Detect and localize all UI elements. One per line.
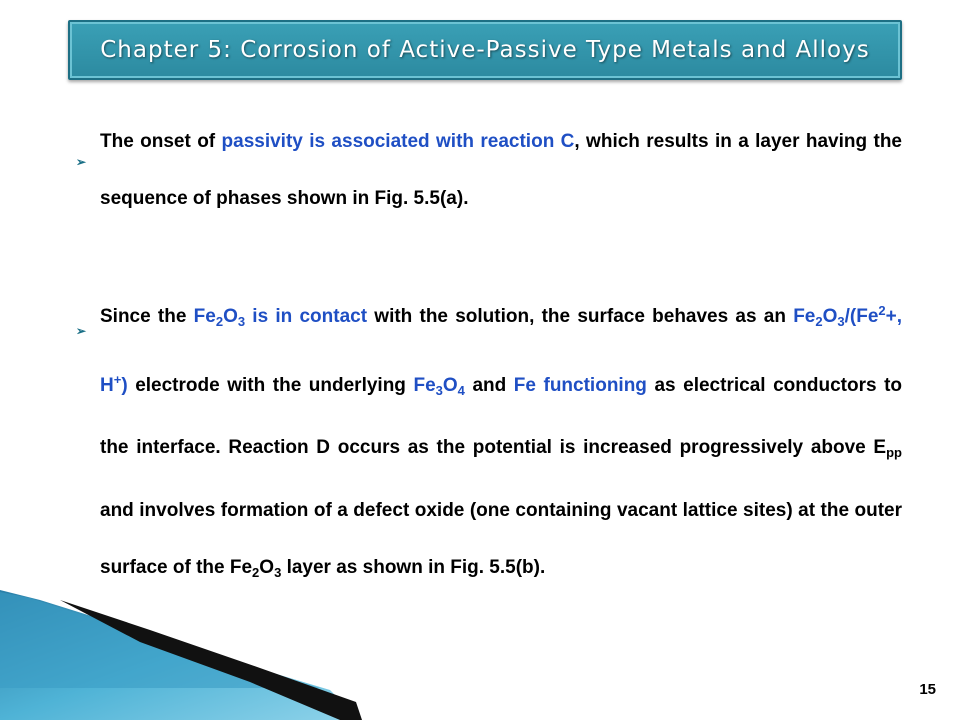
bullet2-text-6: and involves formation of a defect oxide (one containing vacant lattice sites) at the outer surface of the Fe: [100, 499, 902, 578]
bullet2-text-3: electrode with the underlying: [127, 374, 414, 396]
arrow-bullet-icon: ➢: [76, 324, 87, 338]
bullet2-text-1: Since the: [100, 306, 194, 327]
epp-subscript: pp: [886, 445, 902, 460]
bullet2-text-2: with the solution, the surface behaves as an: [367, 306, 794, 327]
formula-fe3o4: $Fe_3O_4$: [413, 374, 465, 398]
bullet1-text-1: The onset of: [100, 131, 222, 152]
bullet1-highlight: passivity is associated with reaction C: [221, 131, 575, 152]
bullet2-text-4: and: [464, 374, 514, 396]
bullet1-text-2: , which results in a layer having the sequence of phases shown in Fig. 5.5(a).: [100, 131, 902, 209]
bullet2-text-7: layer as shown in Fig. 5.5(b).: [281, 557, 546, 578]
title-banner: [68, 20, 902, 80]
formula-fe2o3: $Fe_2O_3$: [193, 306, 246, 329]
layer-sub-3: 3: [274, 565, 282, 580]
layer-o: O: [259, 557, 275, 578]
arrow-bullet-icon: ➢: [76, 155, 87, 169]
page-number: 15: [919, 681, 936, 698]
bullet2-highlight-contact: is in contact: [245, 306, 368, 327]
bullet2-highlight-functioning: Fe functioning: [513, 374, 647, 396]
bullet-point-2: [76, 282, 903, 602]
layer-sub-2: 2: [252, 565, 260, 580]
slide-title: Chapter 5: Corrosion of Active-Passive Type Metals and Alloys: [100, 37, 870, 63]
formula-electrode: $Fe_2O_3/(Fe^2+$, H+): [100, 303, 903, 396]
bullet-point-1: [76, 113, 902, 227]
corner-decoration: [0, 590, 420, 720]
bullet2-text-5: as electrical conductors to the interface. Reaction D occurs as the potential is increased progressively above E: [100, 374, 903, 458]
